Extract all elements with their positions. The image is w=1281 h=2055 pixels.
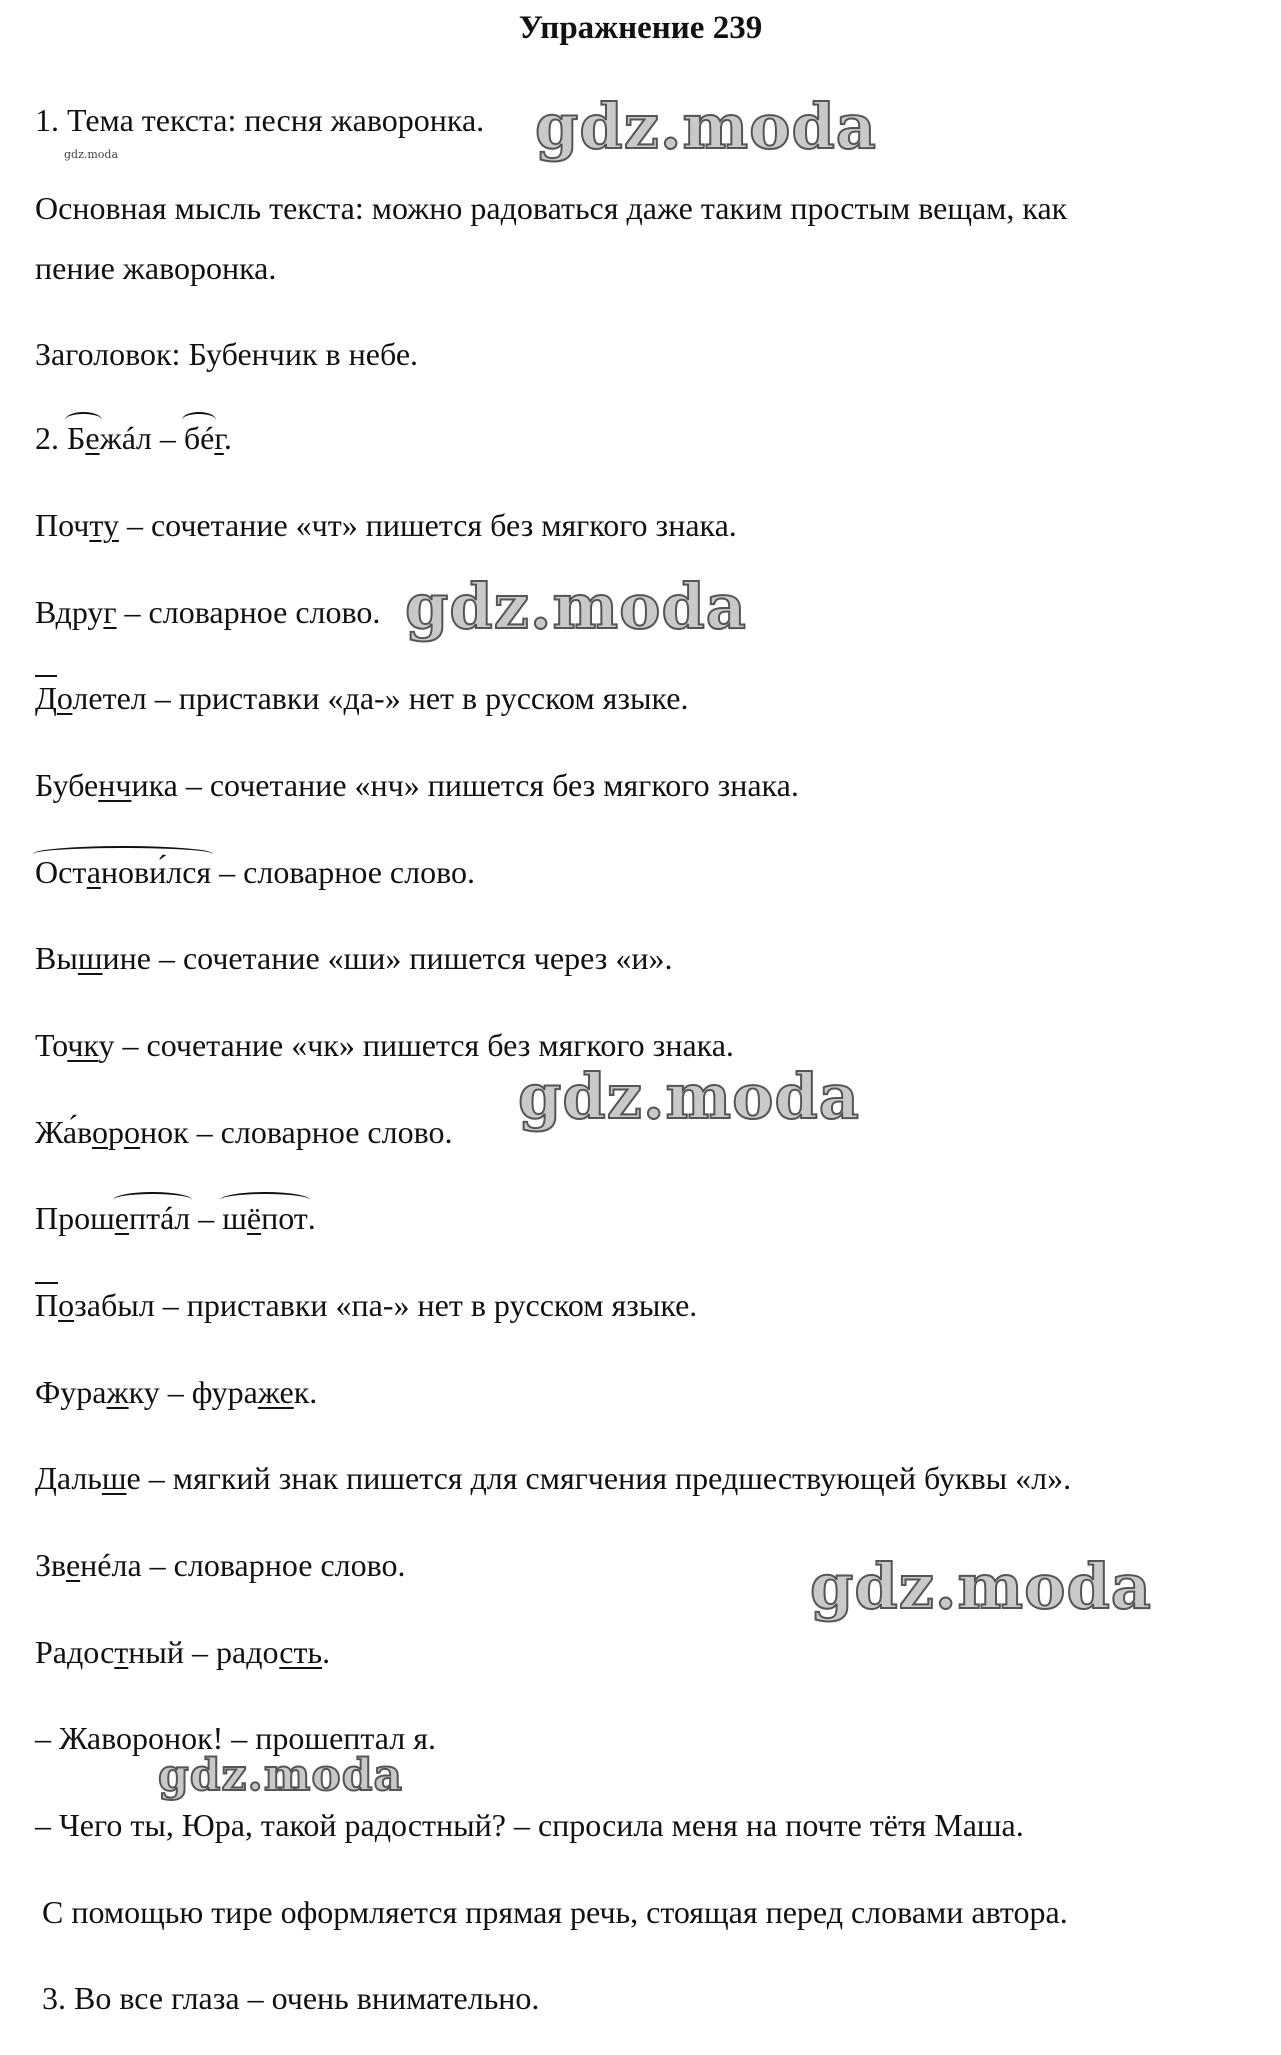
watermark: gdz.moda [535,90,877,163]
text-line-pozabyl: Позабыл – приставки «па-» нет в русском языке. [35,1287,698,1323]
text-line-vdrug: Вдруг – словарное слово. [35,594,381,630]
text-line-zvenela: Звенéла – словарное слово. [35,1547,406,1583]
text-line-dialogue-1: – Жаворонок! – прошептал я. [35,1720,436,1756]
text-line-ostanovilsya: Останови́лся – словарное слово. [35,854,475,890]
text-line-tochku: Точку – сочетание «чк» пишется без мягкого знака. [35,1027,734,1063]
watermark: gdz.moda [158,1750,404,1801]
watermark-small: gdz.moda [64,148,119,161]
text-line-dalshe: Дальше – мягкий знак пишется для смягчения предшествующей буквы «л». [35,1460,1072,1496]
text-line-item2-bezhal: 2. Бежáл – бéг. [35,420,232,456]
text-line-radostnyi: Радостный – радость. [35,1634,331,1670]
text-line-dialogue-2: – Чего ты, Юра, такой радостный? – спросила меня на почте тётя Маша. [35,1807,1024,1843]
text-line-topic: 1. Тема текста: песня жаворонка. [35,102,485,138]
text-line-pochtu: Почту – сочетание «чт» пишется без мягкого знака. [35,507,737,543]
text-line-direct-speech-note: С помощью тире оформляется прямая речь, стоящая перед словами автора. [42,1894,1068,1930]
text-line-furazhku: Фуражку – фуражек. [35,1374,318,1410]
watermark: gdz.moda [518,1060,860,1133]
text-line-heading: Заголовок: Бубенчик в небе. [35,336,419,372]
watermark: gdz.moda [810,1550,1152,1623]
text-line-main-idea-cont: пение жаворонка. [35,250,277,286]
text-line-zhavoronok: Жа́воронок – словарное слово. [35,1114,453,1150]
text-line-vyshine: Вышине – сочетание «ши» пишется через «и». [35,940,673,976]
text-line-doletel: Долетел – приставки «да-» нет в русском языке. [35,680,689,716]
text-line-item3: 3. Во все глаза – очень внимательно. [42,1980,540,2016]
page-title: Упражнение 239 [518,10,763,46]
text-line-main-idea: Основная мысль текста: можно радоваться даже таким простым вещам, как [35,190,1068,226]
text-line-prosheptal: Прошептáл – шёпот. [35,1200,316,1236]
text-line-bubenchika: Бубенчика – сочетание «нч» пишется без мягкого знака. [35,767,799,803]
watermark: gdz.moda [405,570,747,643]
